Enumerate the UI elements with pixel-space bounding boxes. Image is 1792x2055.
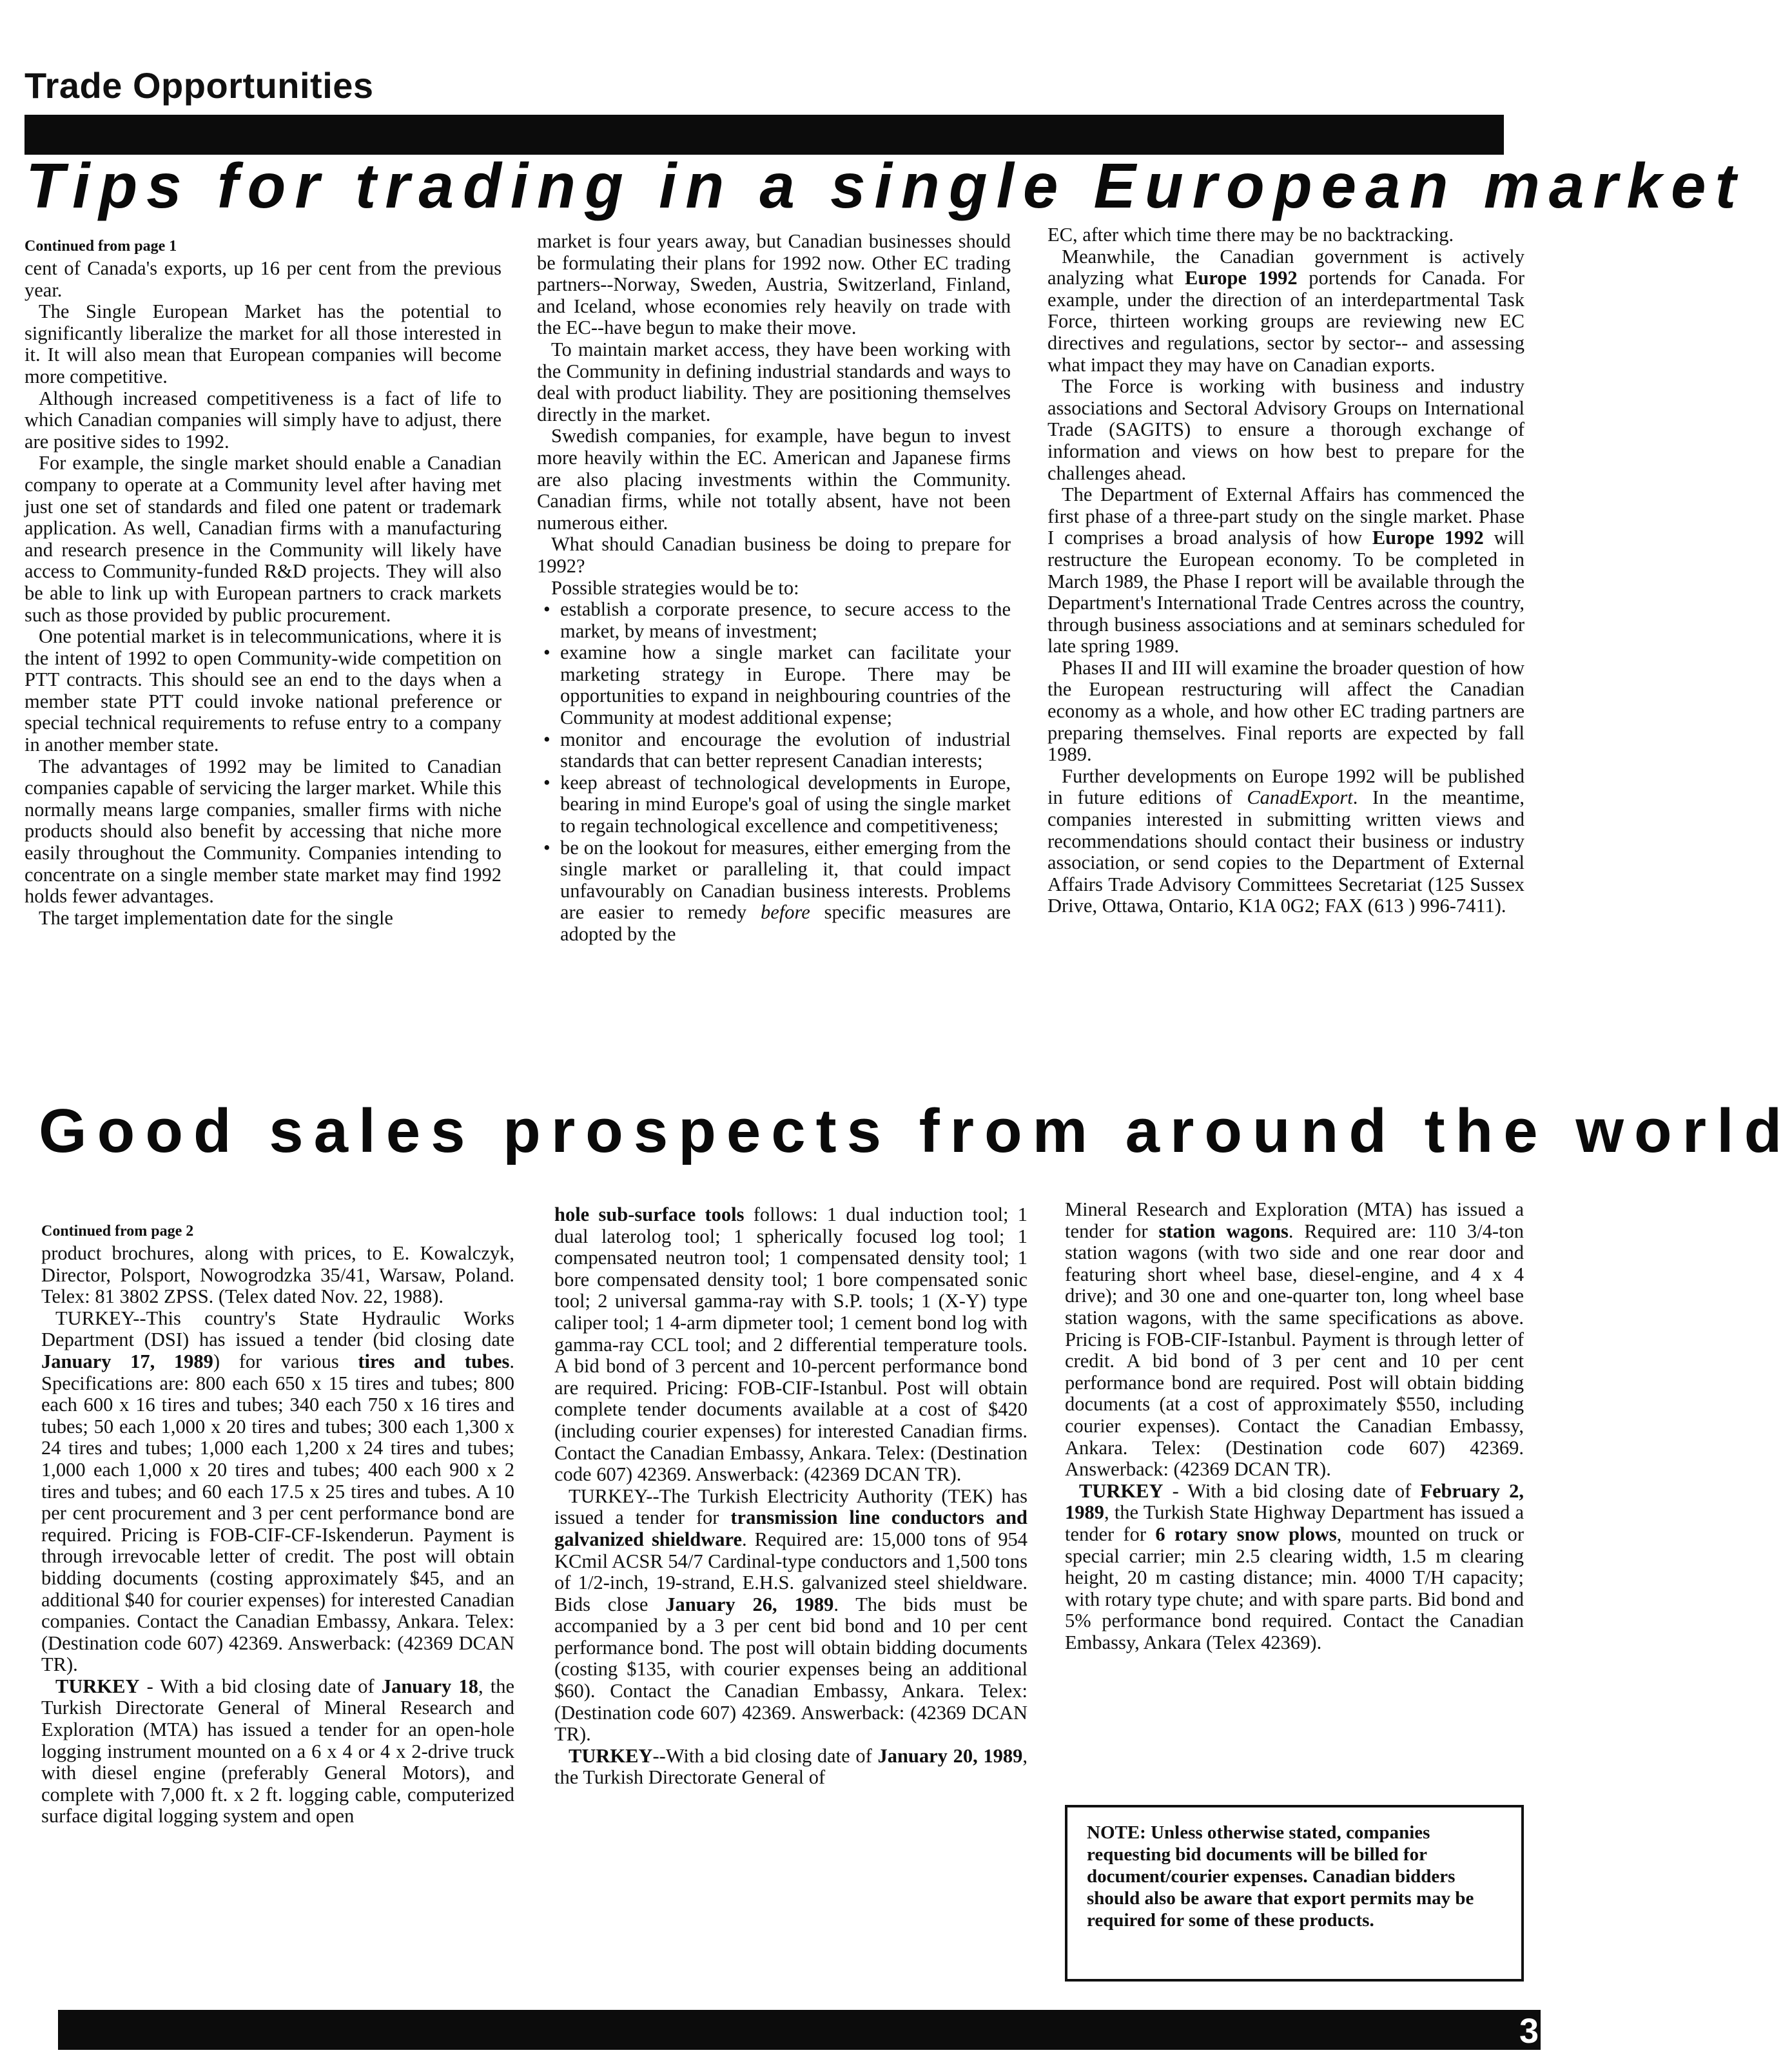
bold-text: station wagons	[1158, 1220, 1289, 1242]
text-run: portends for Canada. For example, under the direction of an interdepartmental Task Force, thirteen working groups are reviewing new EC directives and regulations, sector by sector-- and assessing what impact they may have on Canadian exports.	[1047, 267, 1524, 376]
bold-text: January 18	[381, 1675, 478, 1697]
continued-note: Continued from page 2	[41, 1223, 194, 1240]
text-run: Further developments on Europe 1992 will be published in future editions of	[1047, 765, 1524, 809]
paragraph: Although increased competitiveness is a fact of life to which Canadian companies will simply have to adjust, there are positive sides to 1992.	[24, 387, 502, 453]
paragraph: Possible strategies would be to:	[551, 576, 799, 599]
text-run: Meanwhile, the Canadian government is actively analyzing what	[1047, 245, 1524, 289]
paragraph: The Force is working with business and industry associations and Sectoral Advisory Groups on International Trade (SAGITS) to ensure a thorough exchange of information and views on how best to prepare for the challenges ahead.	[1047, 375, 1524, 484]
article2-column-3	[1065, 1199, 1524, 1653]
publication-name: CanadExport	[1247, 786, 1353, 809]
text-run: be on the lookout for measures, either emerging from the single market or paralleling it, that could impact unfavourably on Canadian business interests. Problems are easier to remedy	[560, 836, 1011, 924]
emphasis: before	[761, 901, 810, 924]
paragraph: Phases II and III will examine the broader question of how the European restructuring will affect the Canadian economy as a whole, and how other EC trading partners are preparing themselves. Final reports are expected by fall 1989.	[1047, 656, 1524, 766]
paragraph	[554, 1204, 1027, 1486]
paragraph	[1047, 246, 1524, 376]
article2-column-2	[554, 1204, 1027, 1789]
paragraph: product brochures, along with prices, to E. Kowalczyk, Director, Polsport, Nowogrodzka 35/41, Warsaw, Poland. Telex: 81 3802 ZPSS. (Telex dated Nov. 22, 1988).	[41, 1242, 514, 1308]
note-box: NOTE: Unless otherwise stated, companies requesting bid documents will be billed for document/courier expenses. Canadian bidders should also be aware that export permits may be required for some of these products.	[1065, 1805, 1524, 1982]
text-run: TURKEY--The Turkish Electricity Authority (TEK) has issued a tender for	[554, 1485, 1027, 1529]
article-headline-sales-prospects: Good sales prospects from around the world	[39, 1096, 1792, 1165]
text-run: The Department of External Affairs has commenced the first phase of a three-part study on the single market. Phase I comprises a broad analysis of how	[1047, 483, 1524, 549]
paragraph	[1065, 1481, 1524, 1654]
list-item: • monitor and encourage the evolution of industrial standards that can better represent Canadian interests;	[560, 729, 1011, 772]
text-run: ) for various	[213, 1350, 358, 1372]
text-run: Mineral Research and Exploration (MTA) has issued a tender for	[1065, 1198, 1524, 1242]
section-label: Trade Opportunities	[24, 65, 374, 106]
text-run: , the Turkish State Highway Department has issued a tender for	[1065, 1501, 1524, 1545]
paragraph	[554, 1486, 1027, 1746]
article1-column-3	[1047, 224, 1524, 917]
paragraph	[41, 1308, 514, 1676]
paragraph	[41, 1676, 514, 1827]
paragraph: For example, the single market should enable a Canadian company to operate at a Community level after having met just one set of standards and filed one patent or trademark application. As well, Canadian firms with a manufacturing and research presence in the Community will likely have access to Community-funded R&D projects. They will also be able to link up with European partners to crack markets such as those provided by public procurement.	[24, 452, 502, 626]
paragraph: market is four years away, but Canadian businesses should be formulating their plans for 1992 now. Other EC trading partners--Norway, Sweden, Austria, Switzerland, Finland, and Iceland, whose economies rely heavily on trade with the EC--have begun to make their move.	[537, 230, 1011, 339]
list-item: • examine how a single market can facilitate your marketing strategy in Europe. There may be opportunities to expand in neighbouring countries of the Community at modest additional expense;	[560, 642, 1011, 728]
text-run: - With a bid closing date of	[1163, 1479, 1421, 1502]
footer-rule-bar	[58, 2010, 1541, 2050]
paragraph: What should Canadian business be doing to prepare for 1992?	[537, 533, 1011, 577]
text-run: . In the meantime, companies interested in submitting written views and recommendations should contact their business or industry association, or send copies to the Department of External Affairs Trade Advisory Committees Secretariat (125 Sussex Drive, Ottawa, Ontario, K1A 0G2; FAX (613 ) 996-7411).	[1047, 786, 1524, 917]
paragraph: EC, after which time there may be no backtracking.	[1047, 224, 1454, 246]
paragraph: The advantages of 1992 may be limited to Canadian companies capable of servicing the larger market. While this normally means large companies, smaller firms with niche products should also benefit by accessing that niche more easily throughout the Community. Companies intending to concentrate on a single member state market may find 1992 holds fewer advantages.	[24, 755, 502, 908]
text-run: , mounted on truck or special carrier; min 2.5 clearing width, 1.5 m clearing height, 20 m casting distance; min. 4000 T/H capacity; with rotary type chute; and with spare parts. Bid bond and 5% performance bond required. Contact the Canadian Embassy, Ankara (Telex 42369).	[1065, 1523, 1524, 1653]
article-headline-tips: Tips for trading in a single European market	[26, 150, 1746, 221]
header-rule-bar	[24, 115, 1504, 155]
bold-text: TURKEY	[1079, 1479, 1164, 1502]
bold-text: transmission line conductors and galvanized shieldware	[554, 1506, 1027, 1550]
text-run: - With a bid closing date of	[139, 1675, 382, 1697]
list-item: • keep abreast of technological developments in Europe, bearing in mind Europe's goal of using the single market to regain technological excellence and competitiveness;	[560, 772, 1011, 837]
bold-text: Europe 1992	[1372, 527, 1484, 549]
continued-note: Continued from page 1	[24, 238, 177, 255]
bold-text: Europe 1992	[1185, 267, 1298, 289]
paragraph	[1047, 766, 1524, 917]
text-run: specific measures are adopted by the	[560, 901, 1011, 945]
text-run: . Required are: 15,000 tons of 954 KCmil ACSR 54/7 Cardinal-type conductors and 1,500 tons of 1/2-inch, 19-strand, E.H.S. galvanized steel shieldware. Bids close	[554, 1528, 1027, 1615]
text-run: , the Turkish Directorate General of	[554, 1744, 1027, 1789]
article1-column-1	[24, 236, 502, 929]
bold-text: January 17, 1989	[41, 1350, 213, 1372]
paragraph	[1047, 484, 1524, 657]
text-run: will restructure the European economy. To be completed in March 1989, the Phase I report will be available through the Department's International Trade Centres across the country, through business associations and at seminars scheduled for late spring 1989.	[1047, 527, 1524, 657]
list-item	[560, 837, 1011, 946]
paragraph: cent of Canada's exports, up 16 per cent from the previous year.	[24, 257, 502, 301]
paragraph: One potential market is in telecommunications, where it is the intent of 1992 to open Community-wide competition on PTT contracts. This should see an end to the days when a member state PTT could invoke national preference or special technical requirements to refuse entry to a company in another member state.	[24, 625, 502, 756]
text-run: TURKEY--This country's State Hydraulic Works Department (DSI) has issued a tender (bid closing date	[41, 1307, 514, 1351]
strategy-list	[537, 599, 1011, 946]
bold-text: 6 rotary snow plows	[1155, 1523, 1337, 1545]
bold-text: January 26, 1989	[665, 1593, 834, 1615]
bold-text: January 20, 1989	[877, 1744, 1023, 1767]
paragraph: Swedish companies, for example, have begun to invest more heavily within the EC. American and Japanese firms are also placing investments within the Community. Canadian firms, while not totally absent, have not been numerous either.	[537, 425, 1011, 534]
bold-text: tires and tubes	[358, 1350, 510, 1372]
paragraph	[554, 1746, 1027, 1789]
bold-text: February 2, 1989	[1065, 1479, 1524, 1524]
paragraph: The target implementation date for the single	[39, 906, 393, 929]
list-item: • establish a corporate presence, to secure access to the market, by means of investment;	[560, 599, 1011, 642]
text-run: follows: 1 dual induction tool; 1 dual laterolog tool; 1 spherically focused log tool; 1 compensated neutron tool; 1 compensated density tool; 1 bore compensated density tool; 1 bore compensated sonic tool; 2 universal gamma-ray with S.P. tools; 1 (X-Y) type caliper tool; 1 4-arm dipmeter tool; 1 cement bond log with gamma-ray CCL tool; and 2 differential temperature tools. A bid bond of 3 percent and 10-percent performance bond are required. Pricing: FOB-CIF-Istanbul. Post will obtain complete tender documents available at a cost of $420 (including courier expenses) for interested Canadian firms. Contact the Canadian Embassy, Ankara. Telex: (Destination code 607) 42369. Answerback: (42369 DCAN TR).	[554, 1203, 1027, 1486]
article1-column-2	[537, 231, 1011, 946]
paragraph: The Single European Market has the potential to significantly liberalize the market for all those interested in it. It will also mean that European companies will become more competitive.	[24, 300, 502, 387]
text-run: . Specifications are: 800 each 650 x 15 tires and tubes; 800 each 600 x 16 tires and tubes; 340 each 750 x 16 tires and tubes; 50 each 1,000 x 20 tires and tubes; 300 each 1,300 x 24 tires and tubes; 1,000 each 1,200 x 24 tires and tubes; 1,000 each 1,000 x 20 tires and tubes; 400 each 900 x 2 tires and tubes; and 60 each 17.5 x 25 tires and tubes. A 10 per cent procurement and 3 per cent performance bond are required. Pricing is FOB-CIF-CF-Iskenderun. Payment is through irrevocable letter of credit. The post will obtain bidding documents (costing approximately $45, and an additional $40 for courier expenses) for interested Canadian companies. Contact the Canadian Embassy, Ankara. Telex: (Destination code 607) 42369. Answerback: (42369 DCAN TR).	[41, 1350, 514, 1676]
paragraph	[1065, 1199, 1524, 1481]
bold-text: hole sub-surface tools	[554, 1203, 745, 1225]
bold-text: TURKEY	[55, 1675, 140, 1697]
article2-column-1	[41, 1221, 514, 1827]
page-number: 3	[1519, 2012, 1539, 2050]
text-run: , the Turkish Directorate General of Mineral Research and Exploration (MTA) has issued a tender for an open-hole logging instrument mounted on a 6 x 4 or 4 x 2-drive truck with diesel engine (preferably General Motors), and complete with 7,000 ft. x 2 ft. logging cable, computerized surface digital logging system and open	[41, 1675, 514, 1827]
paragraph: To maintain market access, they have been working with the Community in defining industrial standards and ways to deal with product liability. They are positioning themselves directly in the market.	[537, 338, 1011, 425]
bold-text: TURKEY	[569, 1744, 653, 1767]
text-run: --With a bid closing date of	[652, 1744, 878, 1767]
text-run: . Required are: 110 3/4-ton station wagons (with two side and one rear door and featuring short wheel base, diesel-engine, and 4 x 4 drive); and 30 one and one-quarter ton, long wheel base station wagons, with the same specifications as above. Pricing is FOB-CIF-Istanbul. Payment is through letter of credit. A bid bond of 3 per cent and 10 per cent performance bond are required. Post will obtain bidding documents (at a cost of approximately $550, including courier expenses). Contact the Canadian Embassy, Ankara. Telex: (Destination code 607) 42369. Answerback: (42369 DCAN TR).	[1065, 1220, 1524, 1481]
text-run: . The bids must be accompanied by a 3 per cent bid bond and 10 per cent performance bond. The post will obtain bidding documents (costing $135, with courier expenses being an additional $60). Contact the Canadian Embassy, Ankara. Telex: (Destination code 607) 42369. Answerback: (42369 DCAN TR).	[554, 1593, 1028, 1746]
